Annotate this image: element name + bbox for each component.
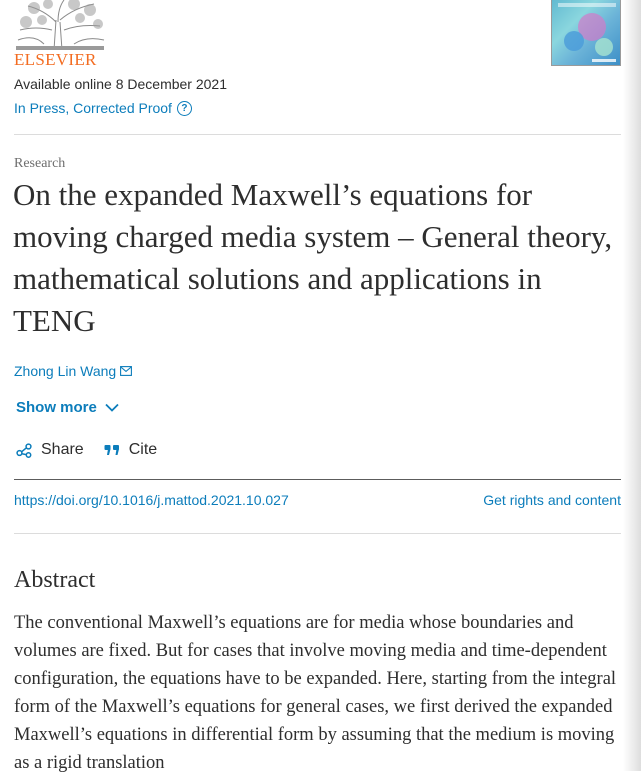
available-online-date: Available online 8 December 2021	[14, 76, 227, 92]
elsevier-tree-icon	[14, 0, 106, 52]
status-label[interactable]: In Press, Corrected Proof	[14, 100, 172, 116]
article-type: Research	[14, 156, 66, 171]
author-link[interactable]	[14, 363, 132, 379]
scroll-shadow	[623, 0, 641, 771]
journal-cover-thumbnail[interactable]	[551, 0, 621, 66]
share-label[interactable]: Share	[41, 441, 84, 458]
article-title: On the expanded Maxwell’s equations for moving charged media system – General theory, mathematical solutions and applications in TENG	[13, 177, 613, 338]
share-button[interactable]	[16, 441, 84, 459]
cite-label[interactable]: Cite	[128, 441, 158, 458]
help-icon[interactable]: ?	[177, 101, 192, 116]
quote-icon	[104, 444, 120, 456]
elsevier-wordmark: ELSEVIER	[14, 50, 97, 69]
envelope-icon[interactable]	[120, 366, 132, 376]
author-name[interactable]: Zhong Lin Wang	[14, 363, 117, 379]
article-actions	[16, 441, 157, 459]
cite-button[interactable]	[104, 441, 157, 459]
abstract-heading: Abstract	[14, 567, 96, 593]
divider	[14, 134, 621, 135]
elsevier-logo[interactable]	[14, 0, 106, 70]
rights-link[interactable]: Get rights and content	[483, 492, 621, 508]
show-more-label[interactable]: Show more	[16, 399, 97, 416]
divider	[14, 479, 621, 480]
doi-link[interactable]: https://doi.org/10.1016/j.mattod.2021.10.027	[14, 492, 289, 508]
divider	[14, 533, 621, 534]
abstract-text: The conventional Maxwell’s equations are for media whose boundaries and volumes are fixed. But for cases that involve moving media and time-dependent configuration, the equations have to be expanded. Here, starting from the integral form of the Maxwell’s equations for general cases, we first derived the expanded Maxwell’s equations in differential form by assuming that the medium is moving as a rigid translation	[14, 613, 617, 773]
cover-art-icon	[552, 0, 621, 66]
article-status[interactable]	[14, 100, 192, 116]
share-icon	[16, 442, 32, 458]
show-more-button[interactable]	[16, 399, 119, 416]
chevron-down-icon	[105, 403, 119, 412]
